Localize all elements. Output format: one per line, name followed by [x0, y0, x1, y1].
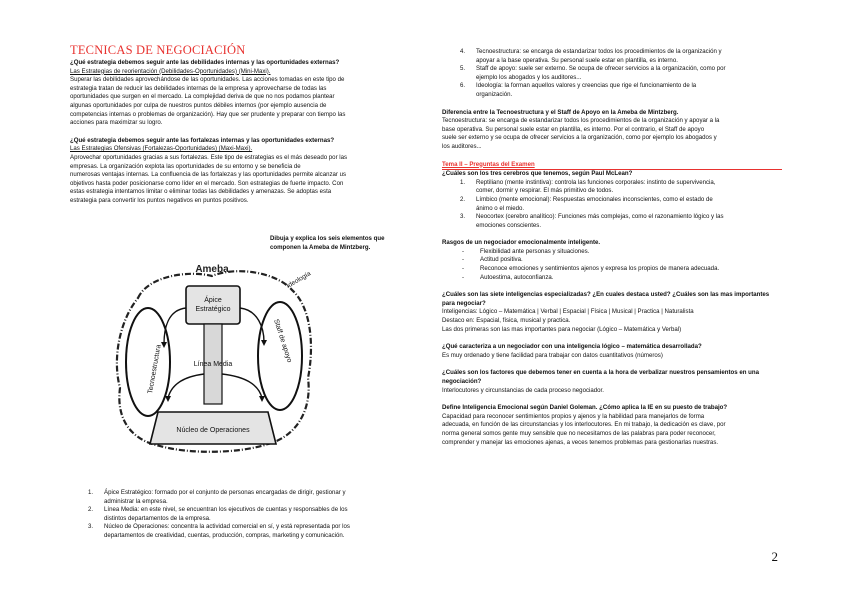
techno-label: Tecnoestructura: [147, 344, 163, 395]
item-number: 3.: [460, 213, 466, 221]
item-text: administrar la empresa.: [104, 497, 168, 505]
text-line: suele ser externo y se ocupa de ofrecer servicios a la organización, como por ejemplo los abogados y: [442, 134, 717, 142]
question-strength-opportunity: ¿Qué estrategia debemos seguir ante las fortalezas internas y las oportunidades externas?: [70, 136, 335, 144]
list-item: [460, 82, 782, 99]
text-line: Tecnoestructura: se encarga de estandarizar todos los procedimientos de la organización y apoyar a la: [442, 117, 720, 125]
item-text: departamentos de creatividad, cuentas, producción, compras, marketing y comunicación.: [104, 531, 345, 539]
answer-verbalize-factors: Interlocutores y circunstancias de cada proceso negociador.: [442, 386, 604, 394]
text-line: Aprovechar oportunidades gracias a sus fortalezas. Este tipo de estrategias es el más deseado por las: [70, 153, 348, 161]
item-number: 4.: [460, 48, 466, 55]
caption-line: componen la Ameba de Mintzberg.: [270, 243, 371, 251]
question-logic-math: ¿Qué caracteriza a un negociador con una inteligencia lógico – matemática desarrollada?: [442, 343, 702, 351]
item-text: ejemplo los abogados y los auditores...: [476, 73, 582, 81]
strategy-offensive-heading: Las Estrategias Ofensivas (Fortalezas-Oportunidades) (Maxi-Maxi).: [70, 145, 253, 153]
list-item: [88, 489, 402, 506]
text-line: Capacidad para reconocer sentimientos propios y ajenos y la habilidad para manejarlos de forma: [442, 412, 705, 420]
techno-vs-staff-paragraph: [442, 117, 782, 151]
text-line: adecuada, en función de las circunstancias y los interlocutores. En mi trabajo, la dedicación es clave, por: [442, 421, 726, 429]
text-line: objetivos hasta poder posicionarse como líder en el mercado. Son estrategias de fuerte impacto. Con: [70, 179, 344, 187]
text-line: comprender y manejar las emociones ajenas, a veces tenemos problemas para gestionarlas nuestras.: [442, 438, 719, 446]
list-item: [460, 213, 782, 230]
list-item: [460, 65, 782, 82]
item-text: emociones conscientes.: [476, 221, 542, 229]
item-text: Autoestima, autoconfianza.: [480, 273, 554, 281]
list-item: [88, 523, 402, 540]
item-text: organización.: [476, 90, 513, 98]
reorientation-paragraph: [70, 76, 402, 128]
list-item: [460, 48, 782, 65]
text-line: numerosas ventajas internas. La confluencia de las fortalezas y las oportunidades permite alcanzar us: [70, 171, 347, 179]
intelligences-paragraph: [442, 308, 782, 334]
offensive-paragraph: [70, 154, 402, 206]
item-text: Línea Media: en este nivel, se encuentran los ejecutivos de cuentas y responsables de los: [104, 506, 348, 514]
list-item: - Flexibilidad ante personas y situaciones.: [462, 247, 590, 255]
left-column: [70, 43, 402, 539]
question-seven-intelligences: ¿Cuáles son las siete inteligencias especializadas? ¿En cuales destaca usted? ¿Cuáles son las mas importantes para negociar?: [442, 291, 770, 307]
text-line: acciones para maximizar su logro.: [70, 119, 163, 127]
text-line: estas estrategia intentamos limitar o eliminar todas las debilidades y amenazas. Se adoptas esta: [70, 188, 332, 196]
question-weakness-opportunity: ¿Qué estrategia debemos seguir ante las debilidades internas y las oportunidades externas?: [70, 59, 340, 66]
text-line: empresas. La organización explota las oportunidades de su entorno y se beneficia de: [70, 162, 301, 170]
question-negotiator-traits: Rasgos de un negociador emocionalmente inteligente.: [442, 239, 601, 247]
list-item: - Reconoce emociones y sentimientos ajenos y expresa los propios de manera adecuada.: [462, 265, 720, 273]
text-line: Destaco en: Espacial, física, musical y practica.: [442, 317, 571, 325]
apex-label-line-2: Estratégico: [195, 306, 231, 313]
list-item: - Actitud positiva.: [462, 256, 523, 264]
text-line: Inteligencias: Lógico – Matemática | Verbal | Espacial | Física | Musical | Practica | Naturalista: [442, 308, 694, 316]
text-line: Las dos primeras son las mas importantes para negociar (Lógico – Matemática y Verbal): [442, 325, 682, 333]
core-label: Núcleo de Operaciones: [176, 427, 250, 434]
caption-line: Dibuja y explica los seis elementos que: [270, 235, 385, 242]
item-text: Staff de apoyo: suele ser externo. Se ocupa de ofrecer servicios a la organización, como por: [476, 65, 726, 73]
text-line: Superar las debilidades aprovechándose de las oportunidades. Las acciones tomadas en este tipo de: [70, 76, 345, 84]
topic-heading-rule: [442, 161, 782, 171]
techno-oval: [126, 308, 170, 416]
item-text: Reptiliano (mente instintiva): controla las funciones corporales: instinto de supervivencia,: [476, 178, 716, 186]
apex-box: [186, 286, 240, 324]
brains-list: [442, 179, 782, 231]
item-number: 2.: [460, 195, 466, 203]
question-goleman: Define Inteligencia Emocional según Daniel Goleman. ¿Cómo aplica la IE en su puesto de trabajo?: [442, 404, 728, 412]
elements-list-part-2: [442, 48, 782, 100]
item-text: Ápice Estratégico: formado por el conjunto de personas encargadas de dirigir, gestionar y: [104, 489, 346, 496]
item-text: Límbico (mente emocional): Respuestas emocionales inconscientes, como el estado de: [476, 195, 713, 203]
question-verbalize-factors: ¿Cuáles son los factores que debemos tener en cuenta a la hora de verbalizar nuestros pensamientos en una negociación?: [442, 369, 759, 385]
item-text: Neocortex (cerebro analítico): Funciones más complejas, como el razonamiento lógico y las: [476, 213, 724, 221]
item-text: Tecnoestructura: se encarga de estandarizar todos los procedimientos de la organización y: [476, 48, 722, 55]
middle-line-label: Línea Media: [193, 361, 233, 368]
item-text: distintos departamentos de la empresa.: [104, 514, 211, 522]
arrowhead: [261, 340, 267, 346]
item-text: apoyar a la base operativa. Su personal suele estar en plantilla, es interno.: [476, 56, 678, 64]
item-number: 2.: [88, 506, 94, 514]
traits-list: [442, 248, 782, 282]
text-line: norma general somos gente muy sensible que no necesitamos de las palabras para poder reconocer,: [442, 429, 716, 437]
item-number: 3.: [88, 523, 94, 531]
arrow-right-top: [240, 308, 264, 342]
text-line: estrategia para convertir los puntos negativos en puntos positivos.: [70, 196, 249, 204]
ideology-label: Ideología: [285, 270, 313, 290]
item-number: 5.: [460, 65, 466, 73]
support-label: Staff de apoyo: [272, 318, 293, 364]
question-techno-vs-staff: Diferencia entre la Tecnoestructura y el Staff de Apoyo en la Ameba de Mintzberg.: [442, 108, 679, 116]
answer-logic-math: Es muy ordenado y tiene facilidad para trabajar con datos cuantitativos (números): [442, 351, 663, 359]
text-line: estrategia tratan de reducir las debilidades internas de la empresa y aprovecharse de todas las: [70, 84, 327, 92]
list-item: [88, 506, 402, 523]
arrowhead: [259, 396, 265, 402]
diagram-title: Ameba: [195, 264, 229, 275]
arrowhead: [165, 396, 171, 402]
goleman-paragraph: [442, 413, 782, 447]
item-text: Actitud positiva.: [480, 256, 523, 264]
apex-label-line-1: Ápice: [204, 297, 222, 304]
item-text: comer, dormir y respirar. El más primitivo de todos.: [476, 187, 614, 195]
strategy-reorientation-heading: Las Estrategias de reorientación (Debilidades-Oportunidades) (Mini-Maxi).: [70, 67, 271, 75]
item-number: 1.: [88, 489, 94, 496]
question-three-brains: ¿Cuáles son los tres cerebros que tenemos, según Paul McLean?: [442, 170, 633, 178]
text-line: competencias internas o problemas de organización). Hay que ser prudente y preparar con tiempo las: [70, 110, 346, 118]
topic-heading: Tema II – Preguntas del Examen: [442, 160, 535, 168]
ameba-mintzberg-diagram: [108, 258, 320, 456]
text-line: los auditores...: [442, 142, 482, 150]
page-title: TECNICAS DE NEGOCIACIÓN: [70, 43, 246, 57]
item-number: 1.: [460, 178, 466, 186]
item-text: Ideología: la forman aquellos valores y creencias que rige el funcionamiento de la: [476, 82, 697, 90]
arrow-right-mid: [222, 374, 262, 398]
arrow-left-mid: [168, 374, 204, 398]
text-line: oportunidades que surgen en el mercado. La complejidad deriva de que no nos podamos plantear: [70, 93, 335, 101]
item-text: Reconoce emociones y sentimientos ajenos y expresa los propios de manera adecuada.: [480, 265, 720, 273]
list-item: [460, 196, 782, 213]
diagram-caption: [270, 235, 410, 252]
page-number: 2: [771, 549, 778, 564]
text-line: base operativa. Su personal suele estar en plantilla, es interno. Por el contrario, el Staff de apoyo: [442, 125, 705, 133]
item-text: Núcleo de Operaciones: concentra la actividad comercial en sí, y está representada por los: [104, 523, 350, 531]
text-line: algunas oportunidades por culpa de nuestros puntos débiles internos (por ejemplo ausencia de: [70, 101, 327, 109]
support-oval: [258, 302, 302, 410]
item-text: Flexibilidad ante personas y situaciones.: [480, 247, 590, 255]
item-number: 6.: [460, 82, 466, 90]
right-column: [442, 48, 782, 447]
list-item: - Autoestima, autoconfianza.: [462, 273, 554, 281]
elements-list-part-1: [70, 489, 402, 541]
list-item: [460, 179, 782, 196]
item-text: ánimo o el miedo.: [476, 204, 525, 212]
